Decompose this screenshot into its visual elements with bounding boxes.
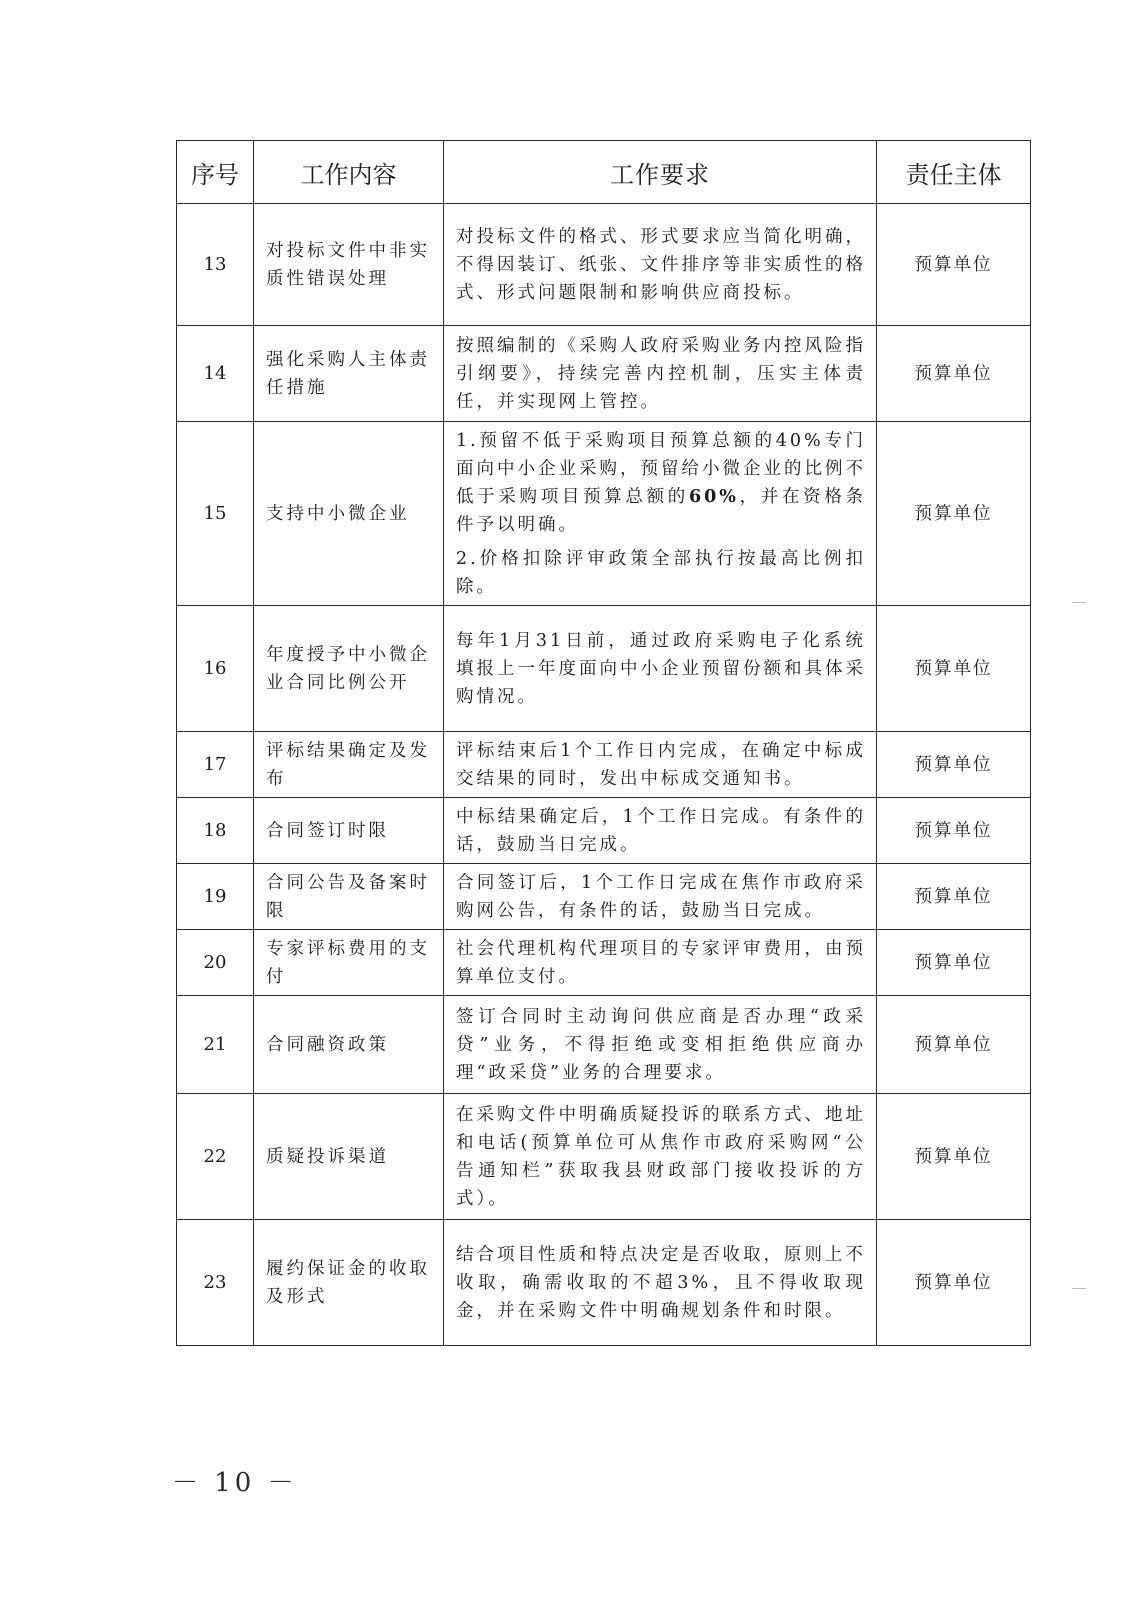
row-seq: 21 bbox=[177, 996, 254, 1094]
scan-mark bbox=[1072, 602, 1086, 603]
table-row bbox=[177, 606, 1031, 732]
row-content: 履约保证金的收取及形式 bbox=[254, 1220, 444, 1346]
row-requirement bbox=[444, 204, 877, 326]
row-owner: 预算单位 bbox=[877, 326, 1031, 422]
row-seq: 19 bbox=[177, 864, 254, 930]
requirement-paragraph: 每年1月31日前，通过政府采购电子化系统填报上一年度面向中小企业预留份额和具体采购情况。 bbox=[456, 630, 866, 707]
table-row bbox=[177, 422, 1031, 606]
row-requirement bbox=[444, 422, 877, 606]
requirement-paragraph: 结合项目性质和特点决定是否收取，原则上不收取，确需收取的不超3%，且不得收取现金，并在采购文件中明确规划条件和时限。 bbox=[456, 1244, 866, 1321]
requirement-paragraph: 合同签订后，1个工作日完成在焦作市政府采购网公告，有条件的话，鼓励当日完成。 bbox=[456, 872, 866, 921]
row-content: 强化采购人主体责任措施 bbox=[254, 326, 444, 422]
row-seq: 16 bbox=[177, 606, 254, 732]
row-owner: 预算单位 bbox=[877, 1220, 1031, 1346]
requirement-paragraph: 在采购文件中明确质疑投诉的联系方式、地址和电话(预算单位可从焦作市政府采购网“公告通知栏”获取我县财政部门接收投诉的方式）。 bbox=[456, 1104, 866, 1209]
requirement-paragraph: 签订合同时主动询问供应商是否办理“政采贷”业务，不得拒绝或变相拒绝供应商办理“政采贷”业务的合理要求。 bbox=[456, 1006, 866, 1083]
page-number: － 10 － bbox=[172, 1468, 298, 1498]
row-content: 支持中小微企业 bbox=[254, 422, 444, 606]
row-requirement bbox=[444, 996, 877, 1094]
row-owner: 预算单位 bbox=[877, 996, 1031, 1094]
row-content: 质疑投诉渠道 bbox=[254, 1094, 444, 1220]
header-seq: 序号 bbox=[177, 141, 254, 204]
row-requirement bbox=[444, 606, 877, 732]
row-owner: 预算单位 bbox=[877, 606, 1031, 732]
row-requirement bbox=[444, 326, 877, 422]
requirement-paragraph: 1.预留不低于采购项目预算总额的40%专门面向中小企业采购，预留给小微企业的比例不低于采购项目预算总额的60%，并在资格条件予以明确。 bbox=[456, 430, 867, 535]
row-content: 评标结果确定及发布 bbox=[254, 732, 444, 798]
row-content: 合同公告及备案时限 bbox=[254, 864, 444, 930]
row-owner: 预算单位 bbox=[877, 864, 1031, 930]
row-seq: 14 bbox=[177, 326, 254, 422]
row-content: 年度授予中小微企业合同比例公开 bbox=[254, 606, 444, 732]
work-requirements-table bbox=[176, 140, 1031, 1346]
row-requirement bbox=[444, 732, 877, 798]
scan-mark bbox=[1072, 1288, 1086, 1289]
row-requirement bbox=[444, 1220, 877, 1346]
table-row bbox=[177, 798, 1031, 864]
row-seq: 23 bbox=[177, 1220, 254, 1346]
emphasized-value: 60% bbox=[688, 486, 739, 507]
table-row bbox=[177, 1094, 1031, 1220]
row-owner: 预算单位 bbox=[877, 930, 1031, 996]
row-seq: 15 bbox=[177, 422, 254, 606]
table-row bbox=[177, 1220, 1031, 1346]
row-owner: 预算单位 bbox=[877, 204, 1031, 326]
row-requirement bbox=[444, 1094, 877, 1220]
row-content: 对投标文件中非实质性错误处理 bbox=[254, 204, 444, 326]
header-requirement: 工作要求 bbox=[444, 141, 877, 204]
row-seq: 13 bbox=[177, 204, 254, 326]
table-row bbox=[177, 930, 1031, 996]
table-body bbox=[177, 204, 1031, 1346]
row-owner: 预算单位 bbox=[877, 732, 1031, 798]
work-requirements-table-container bbox=[176, 140, 1030, 1346]
table-row bbox=[177, 732, 1031, 798]
header-owner: 责任主体 bbox=[877, 141, 1031, 204]
table-row bbox=[177, 996, 1031, 1094]
header-content: 工作内容 bbox=[254, 141, 444, 204]
row-seq: 22 bbox=[177, 1094, 254, 1220]
row-seq: 18 bbox=[177, 798, 254, 864]
row-owner: 预算单位 bbox=[877, 422, 1031, 606]
row-requirement bbox=[444, 930, 877, 996]
row-content: 专家评标费用的支付 bbox=[254, 930, 444, 996]
row-seq: 20 bbox=[177, 930, 254, 996]
table-row bbox=[177, 864, 1031, 930]
row-owner: 预算单位 bbox=[877, 798, 1031, 864]
requirement-paragraph: 评标结束后1个工作日内完成，在确定中标成交结果的同时，发出中标成交通知书。 bbox=[456, 740, 866, 789]
table-row bbox=[177, 326, 1031, 422]
row-content: 合同签订时限 bbox=[254, 798, 444, 864]
requirement-paragraph: 对投标文件的格式、形式要求应当简化明确，不得因装订、纸张、文件排序等非实质性的格式、形式问题限制和影响供应商投标。 bbox=[456, 226, 866, 303]
requirement-paragraph: 社会代理机构代理项目的专家评审费用，由预算单位支付。 bbox=[456, 938, 866, 987]
requirement-paragraph: 按照编制的《采购人政府采购业务内控风险指引纲要》，持续完善内控机制，压实主体责任，并实现网上管控。 bbox=[456, 335, 866, 412]
row-requirement bbox=[444, 864, 877, 930]
row-requirement bbox=[444, 798, 877, 864]
row-seq: 17 bbox=[177, 732, 254, 798]
requirement-paragraph: 中标结果确定后，1个工作日完成。有条件的话，鼓励当日完成。 bbox=[456, 806, 866, 855]
row-content: 合同融资政策 bbox=[254, 996, 444, 1094]
requirement-paragraph: 2.价格扣除评审政策全部执行按最高比例扣除。 bbox=[456, 548, 866, 597]
table-header-row bbox=[177, 141, 1031, 204]
row-owner: 预算单位 bbox=[877, 1094, 1031, 1220]
table-row bbox=[177, 204, 1031, 326]
